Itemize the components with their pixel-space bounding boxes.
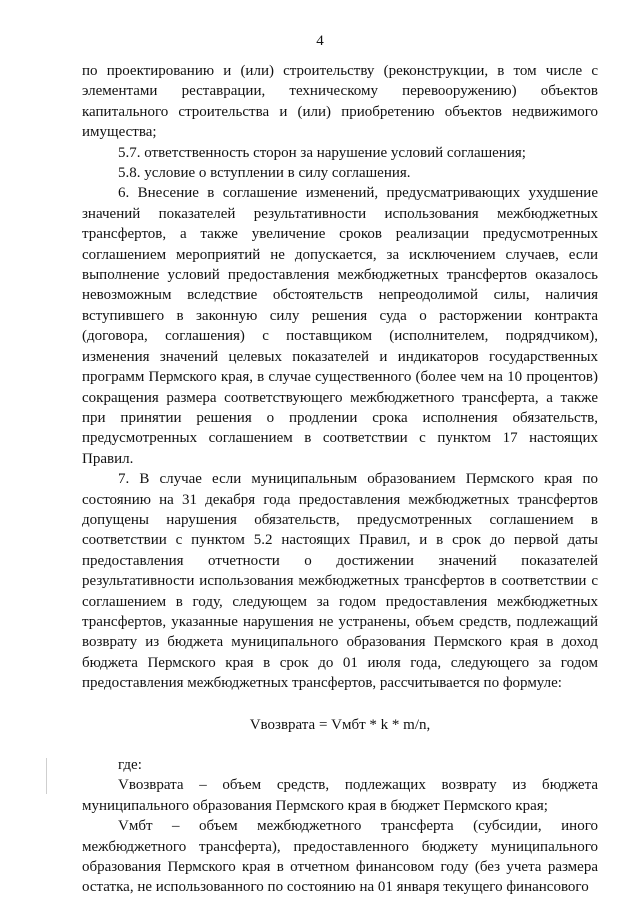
paragraph-5-7: 5.7. ответственность сторон за нарушение условий соглашения; [118, 144, 526, 161]
page-number: 4 [316, 33, 324, 49]
definition-v-mbt: Vмбт – объем межбюджетного трансферта (субсидии, иного межбюджетного трансферта), предоставленного бюджету муниципального образования Пермского края в отчетном финансовом году (без учета размера остатка, не использованного по состоянию на 01 января текущего финансового [82, 818, 598, 896]
paragraph-5-8: 5.8. условие о вступлении в силу соглашения. [118, 165, 411, 182]
paragraph-continuation: по проектированию и (или) строительству (реконструкции, в том числе с элементами реставрации, техническому перевооружению) объектов капитального строительства и (или) приобретению объектов недвижимого имущества; [82, 63, 598, 141]
paragraph-6: 6. Внесение в соглашение изменений, предусматривающих ухудшение значений показателей результативности использования межбюджетных трансфертов, а также увеличение сроков реализации предусмотренных соглашением мероприятий не допускается, за исключением случаев, если выполнение условий предоставления межбюджетных трансфертов оказалось невозможным вследствие обстоятельств непреодолимой силы, наличия вступившего в законную силу решения суда о расторжении контракта (договора, соглашения) с поставщиком (исполнителем, подрядчиком), изменения значений целевых показателей и индикаторов государственных программ Пермского края, в случае существенного (более чем на 10 процентов) сокращения размера соответствующего межбюджетного трансферта, а также при принятии решения о продлении срока исполнения обязательств, предусмотренных соглашением в соответствии с пунктом 17 настоящих Правил. [82, 185, 598, 467]
document-body [82, 61, 598, 898]
paragraph-7: 7. В случае если муниципальным образованием Пермского края по состоянию на 31 декабря года предоставления межбюджетных трансфертов допущены нарушения обязательств, предусмотренных соглашением в соответствии с пунктом 5.2 настоящих Правил, и в срок до первой даты предоставления отчетности о достижении значений показателей результативности использования межбюджетных трансфертов в соответствии с соглашением в году, следующем за годом предоставления межбюджетных трансфертов, указанные нарушения не устранены, объем средств, подлежащий возврату из бюджета муниципального образования Пермского края в доход бюджета Пермского края в срок до 01 июля года, следующего за годом предоставления межбюджетных трансфертов, рассчитывается по формуле: [82, 471, 598, 692]
scan-margin-mark [46, 758, 47, 794]
definition-v-vozvrata: Vвозврата – объем средств, подлежащих возврату из бюджета муниципального образования Пермского края в бюджет Пермского края; [82, 777, 598, 814]
where-label: где: [118, 757, 142, 773]
formula: Vвозврата = Vмбт * k * m/n, [249, 716, 431, 733]
